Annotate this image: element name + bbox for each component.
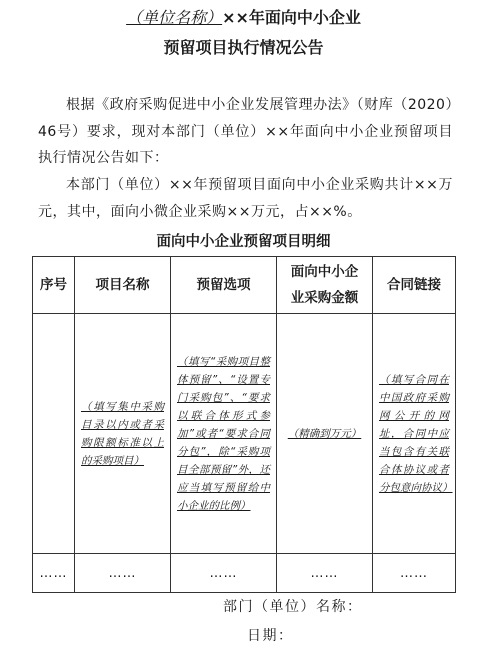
page-title-line2: 预留项目执行情况公告: [163, 38, 324, 57]
header-serial: 序号: [33, 257, 75, 314]
contract-link-note: （填写合同在中国政府采购网公开的网址，合同中应当包含有关联合体协议或者分包意向协议）: [379, 373, 453, 494]
project-detail-table: [32, 256, 456, 593]
ellipsis-cell: ……: [373, 554, 456, 593]
header-reserve-option: 预留选项: [171, 257, 277, 314]
unit-name-placeholder: （单位名称）: [126, 8, 223, 27]
table-header-row: [33, 257, 456, 314]
department-name-label: 部门（单位）名称：: [223, 599, 363, 615]
header-amount: 面向中小企业采购金额: [277, 257, 373, 314]
serial-cell: [33, 314, 75, 554]
intro-paragraph: 根据《政府采购促进中小企业发展管理办法》（财库（2020）46号）要求，现对本部门（单位）××年面向中小企业预留项目执行情况公告如下：: [38, 97, 453, 166]
table-row: [33, 554, 456, 593]
reserve-option-note: （填写“采购项目整体预留”、“设置专门采购包”、“要求以联合体形式参加”或者“要求合同分包”，除“采购项目全部预留”外，还应当填写预留给中小企业的比例）: [177, 355, 270, 512]
ellipsis-cell: ……: [33, 554, 75, 593]
ellipsis-cell: ……: [75, 554, 171, 593]
contract-link-cell: [373, 314, 456, 554]
project-name-note: （填写集中采购目录以内或者采购限额标准以上的采购项目）: [81, 400, 164, 467]
reserve-option-cell: [171, 314, 277, 554]
header-project-name: 项目名称: [75, 257, 171, 314]
table-caption: 面向中小企业预留项目明细: [156, 234, 331, 250]
project-name-cell: [75, 314, 171, 554]
title-line1-text: ××年面向中小企业: [222, 8, 361, 27]
ellipsis-cell: ……: [277, 554, 373, 593]
page-title-line1: [0, 6, 487, 30]
amount-cell: [277, 314, 373, 554]
header-contract-link: 合同链接: [373, 257, 456, 314]
summary-paragraph: 本部门（单位）××年预留项目面向中小企业采购共计××万元，其中，面向小微企业采购××万元，占××%。: [38, 177, 453, 220]
date-label: 日期：: [247, 628, 294, 644]
ellipsis-cell: ……: [171, 554, 277, 593]
amount-note: （精确到万元）: [287, 427, 362, 440]
table-row: [33, 314, 456, 554]
